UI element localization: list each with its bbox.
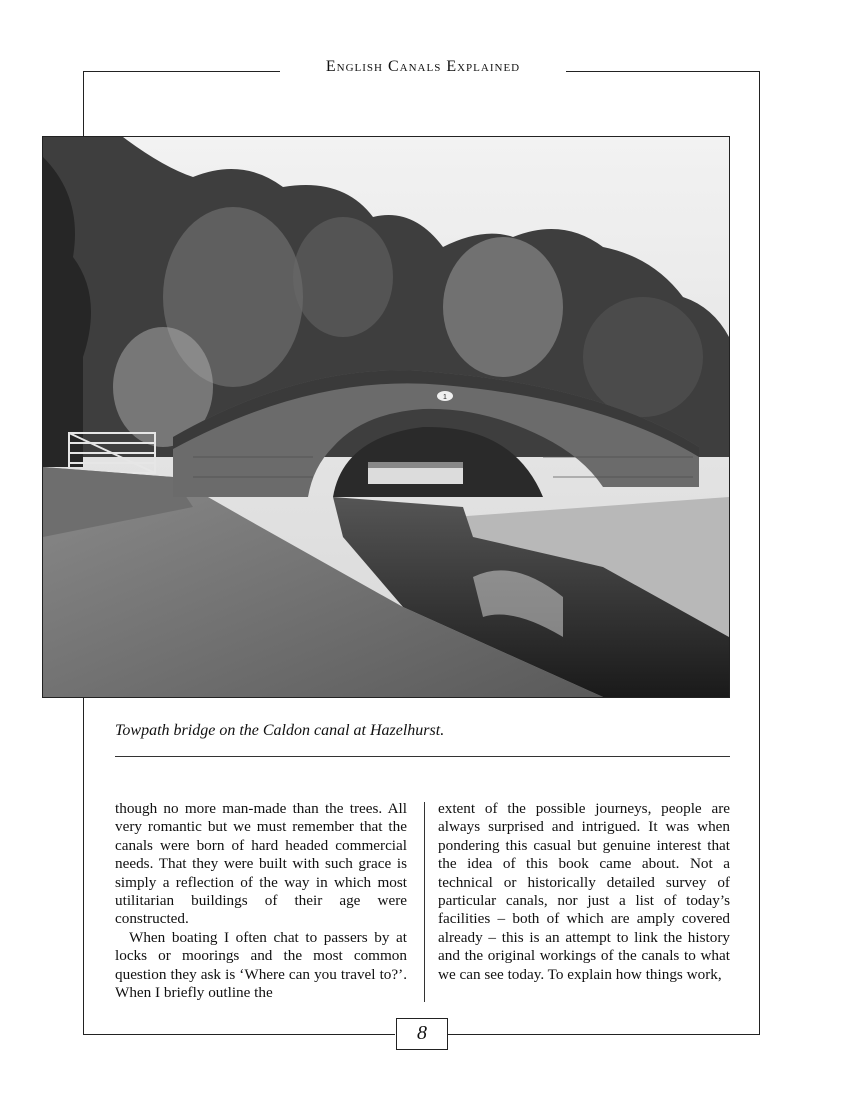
caption-rule xyxy=(115,756,730,757)
paragraph: though no more man-made than the trees. All very romantic but we must remember that the canals were born of hard headed commercial needs. That they were built with such grace is simply a reflection of the way in which most utilitarian buildings of their age were constructed. xyxy=(115,800,407,928)
text-column-right xyxy=(438,800,730,984)
frame-rule-top-left xyxy=(84,71,280,72)
frame-rule-left-upper xyxy=(83,71,84,136)
running-head: English Canals Explained xyxy=(325,58,521,75)
frame-rule-bottom-left xyxy=(83,1034,395,1035)
paragraph: extent of the possible journeys, people are always surprised and intrigued. It was when pondering this casual but genuine interest that the idea of this book came about. Not a technical or historically detailed survey of particular canals, nor just a list of today’s facilities – both of which are amply covered already – this is an attempt to link the history and the original workings of the canals to what we can see today. To explain how things work, xyxy=(438,800,730,983)
bridge-plate-number: 1 xyxy=(443,394,447,401)
photo-caption: Towpath bridge on the Caldon canal at Hazelhurst. xyxy=(115,722,445,739)
frame-rule-top-right xyxy=(566,71,760,72)
column-divider xyxy=(424,802,425,1002)
frame-rule-right xyxy=(759,71,760,1035)
page-number: 8 xyxy=(396,1018,448,1050)
frame-rule-bottom-right xyxy=(448,1034,760,1035)
paragraph: When boating I often chat to passers by at locks or moorings and the most common question they ask is ‘Where can you travel to?’. When I briefly outline the xyxy=(115,928,407,1002)
text-column-left xyxy=(115,800,407,1002)
frame-rule-left-lower xyxy=(83,698,84,1035)
canal-bridge-photo xyxy=(42,136,730,698)
